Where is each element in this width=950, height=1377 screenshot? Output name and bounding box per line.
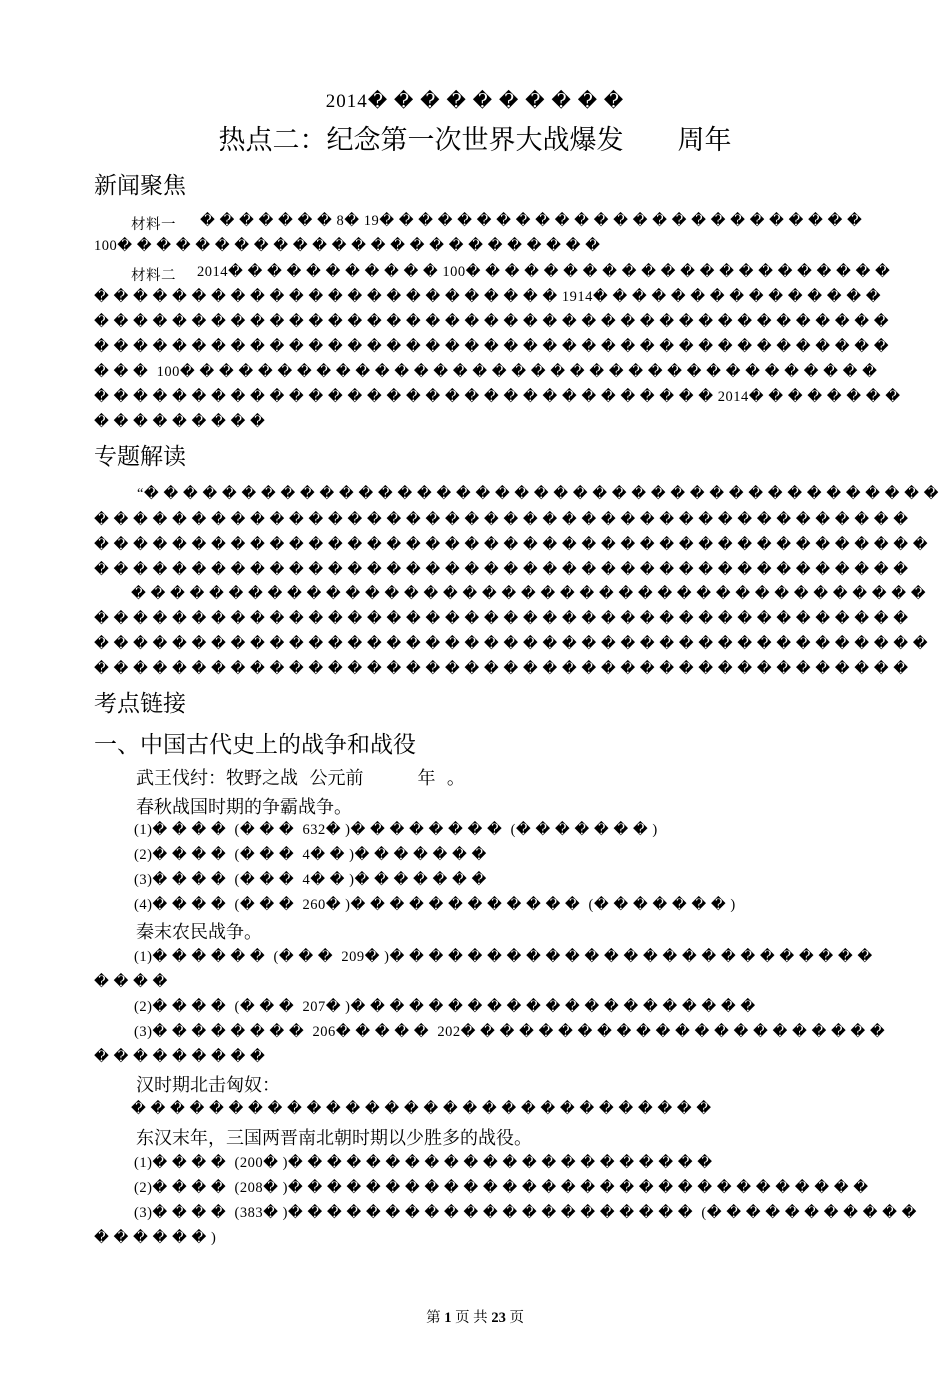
section-heading-topic: 专题解读 bbox=[94, 444, 186, 470]
material-one-line-1: � � � � � � � 8� 19� � � � � � � � � � � � � � � � � � � � � � � � � bbox=[200, 213, 863, 229]
topic-p1-line-2: � � � � � � � � � � � � � � � � � � � � � � � � � � � � � � � � � � � � � � � � � � bbox=[94, 512, 909, 528]
material-one-label: 材料一 bbox=[131, 217, 176, 233]
qinmo-item-3-line-2: � � � � � � � � � bbox=[94, 1049, 266, 1065]
footer-mid: 页 共 bbox=[451, 1310, 492, 1326]
material-two-line-1: 2014� � � � � � � � � � � 100� � � � � � � � � � � � � � � � � � � � � � bbox=[197, 264, 891, 280]
footer-total-pages: 23 bbox=[491, 1310, 506, 1326]
qinmo-item-3-line-1: (3)� � � � � � � � 206� � � � � 202� � � � � � � � � � � � � � � � � � � � � � bbox=[134, 1024, 886, 1040]
topic-p2-line-1: � � � � � � � � � � � � � � � � � � � � � � � � � � � � � � � � � � � � � � � � � bbox=[131, 586, 927, 602]
footer-page-number: 1 bbox=[444, 1310, 452, 1326]
footer-post: 页 bbox=[505, 1310, 524, 1326]
qinmo-item-2: (2)� � � � (� � � 207� )� � � � � � � � � � � � � � � � � � � � � bbox=[134, 999, 756, 1015]
material-two-line-5: � � � 100� � � � � � � � � � � � � � � � � � � � � � � � � � � � � � � � � � � � bbox=[94, 364, 878, 380]
donghan-heading: 东汉末年，三国两晋南北朝时期以少胜多的战役。 bbox=[136, 1128, 532, 1149]
qinmo-item-1-line-1: (1)� � � � � � (� � � 209� )� � � � � � � � � � � � � � � � � � � � � � � � � bbox=[134, 949, 873, 965]
chunqiu-heading: 春秋战国时期的争霸战争。 bbox=[136, 797, 352, 818]
material-two-line-3: � � � � � � � � � � � � � � � � � � � � � � � � � � � � � � � � � � � � � � � � � bbox=[94, 314, 890, 330]
chunqiu-item-3: (3)� � � � (� � � 4� � )� � � � � � � bbox=[134, 872, 487, 888]
footer-pre: 第 bbox=[426, 1310, 445, 1326]
topic-p1-line-1: “� � � � � � � � � � � � � � � � � � � � � � � � � � � � � � � � � � � � � � � � � bbox=[137, 486, 940, 502]
han-heading: 汉时期北击匈奴： bbox=[136, 1075, 280, 1096]
han-line-1: � � � � � � � � � � � � � � � � � � � � � � � � � � � � � � bbox=[131, 1101, 712, 1117]
section-heading-news: 新闻聚焦 bbox=[94, 173, 186, 199]
topic-p1-line-3: � � � � � � � � � � � � � � � � � � � � � � � � � � � � � � � � � � � � � � � � � � � bbox=[94, 537, 929, 553]
page-footer bbox=[0, 1306, 950, 1327]
topic-p2-line-2: � � � � � � � � � � � � � � � � � � � � � � � � � � � � � � � � � � � � � � � � � � bbox=[94, 611, 909, 627]
material-two-line-2: � � � � � � � � � � � � � � � � � � � � � � � � 1914� � � � � � � � � � � � � � � bbox=[94, 289, 882, 305]
chunqiu-item-1: (1)� � � � (� � � 632� )� � � � � � � � (� � � � � � � ) bbox=[134, 822, 658, 838]
topic-p1-line-4: � � � � � � � � � � � � � � � � � � � � � � � � � � � � � � � � � � � � � � � � � � bbox=[94, 562, 909, 578]
chunqiu-item-2: (2)� � � � (� � � 4� � )� � � � � � � bbox=[134, 847, 487, 863]
donghan-item-3-line-1: (3)� � � � (383� )� � � � � � � � � � � � � � � � � � � � � (� � � � � � � � � � � bbox=[134, 1205, 918, 1221]
qinmo-heading: 秦末农民战争。 bbox=[136, 922, 262, 943]
donghan-item-2: (2)� � � � (208� )� � � � � � � � � � � � � � � � � � � � � � � � � � � � � � bbox=[134, 1180, 869, 1196]
donghan-item-3-line-2: � � � � � � ) bbox=[94, 1230, 217, 1246]
header-year-line: 2014� � � � � � � � � � bbox=[325, 91, 625, 112]
page-title: 热点二：纪念第一次世界大战爆发 周年 bbox=[218, 125, 732, 156]
donghan-item-1: (1)� � � � (200� )� � � � � � � � � � � � � � � � � � � � � � bbox=[134, 1155, 713, 1171]
material-one-line-2: 100� � � � � � � � � � � � � � � � � � � � � � � � � bbox=[94, 238, 601, 254]
material-two-label: 材料二 bbox=[131, 268, 176, 284]
topic-p2-line-4: � � � � � � � � � � � � � � � � � � � � � � � � � � � � � � � � � � � � � � � � � � bbox=[94, 661, 909, 677]
material-two-line-7: � � � � � � � � � bbox=[94, 414, 266, 430]
chunqiu-item-4: (4)� � � � (� � � 260� )� � � � � � � � � � � � (� � � � � � � ) bbox=[134, 897, 736, 913]
topic-p2-line-3: � � � � � � � � � � � � � � � � � � � � � � � � � � � � � � � � � � � � � � � � � � � bbox=[94, 636, 929, 652]
part-one-title: 一、中国古代史上的战争和战役 bbox=[94, 732, 416, 758]
wuwang-line: 武王伐纣：牧野之战 公元前 年 。 bbox=[136, 768, 465, 789]
material-two-line-4: � � � � � � � � � � � � � � � � � � � � � � � � � � � � � � � � � � � � � � � � � bbox=[94, 339, 890, 355]
qinmo-item-1-line-2: � � � � bbox=[94, 974, 168, 990]
section-heading-exam: 考点链接 bbox=[94, 691, 186, 717]
material-two-line-6: � � � � � � � � � � � � � � � � � � � � � � � � � � � � � � � � 2014� � � � � � � � bbox=[94, 389, 901, 405]
